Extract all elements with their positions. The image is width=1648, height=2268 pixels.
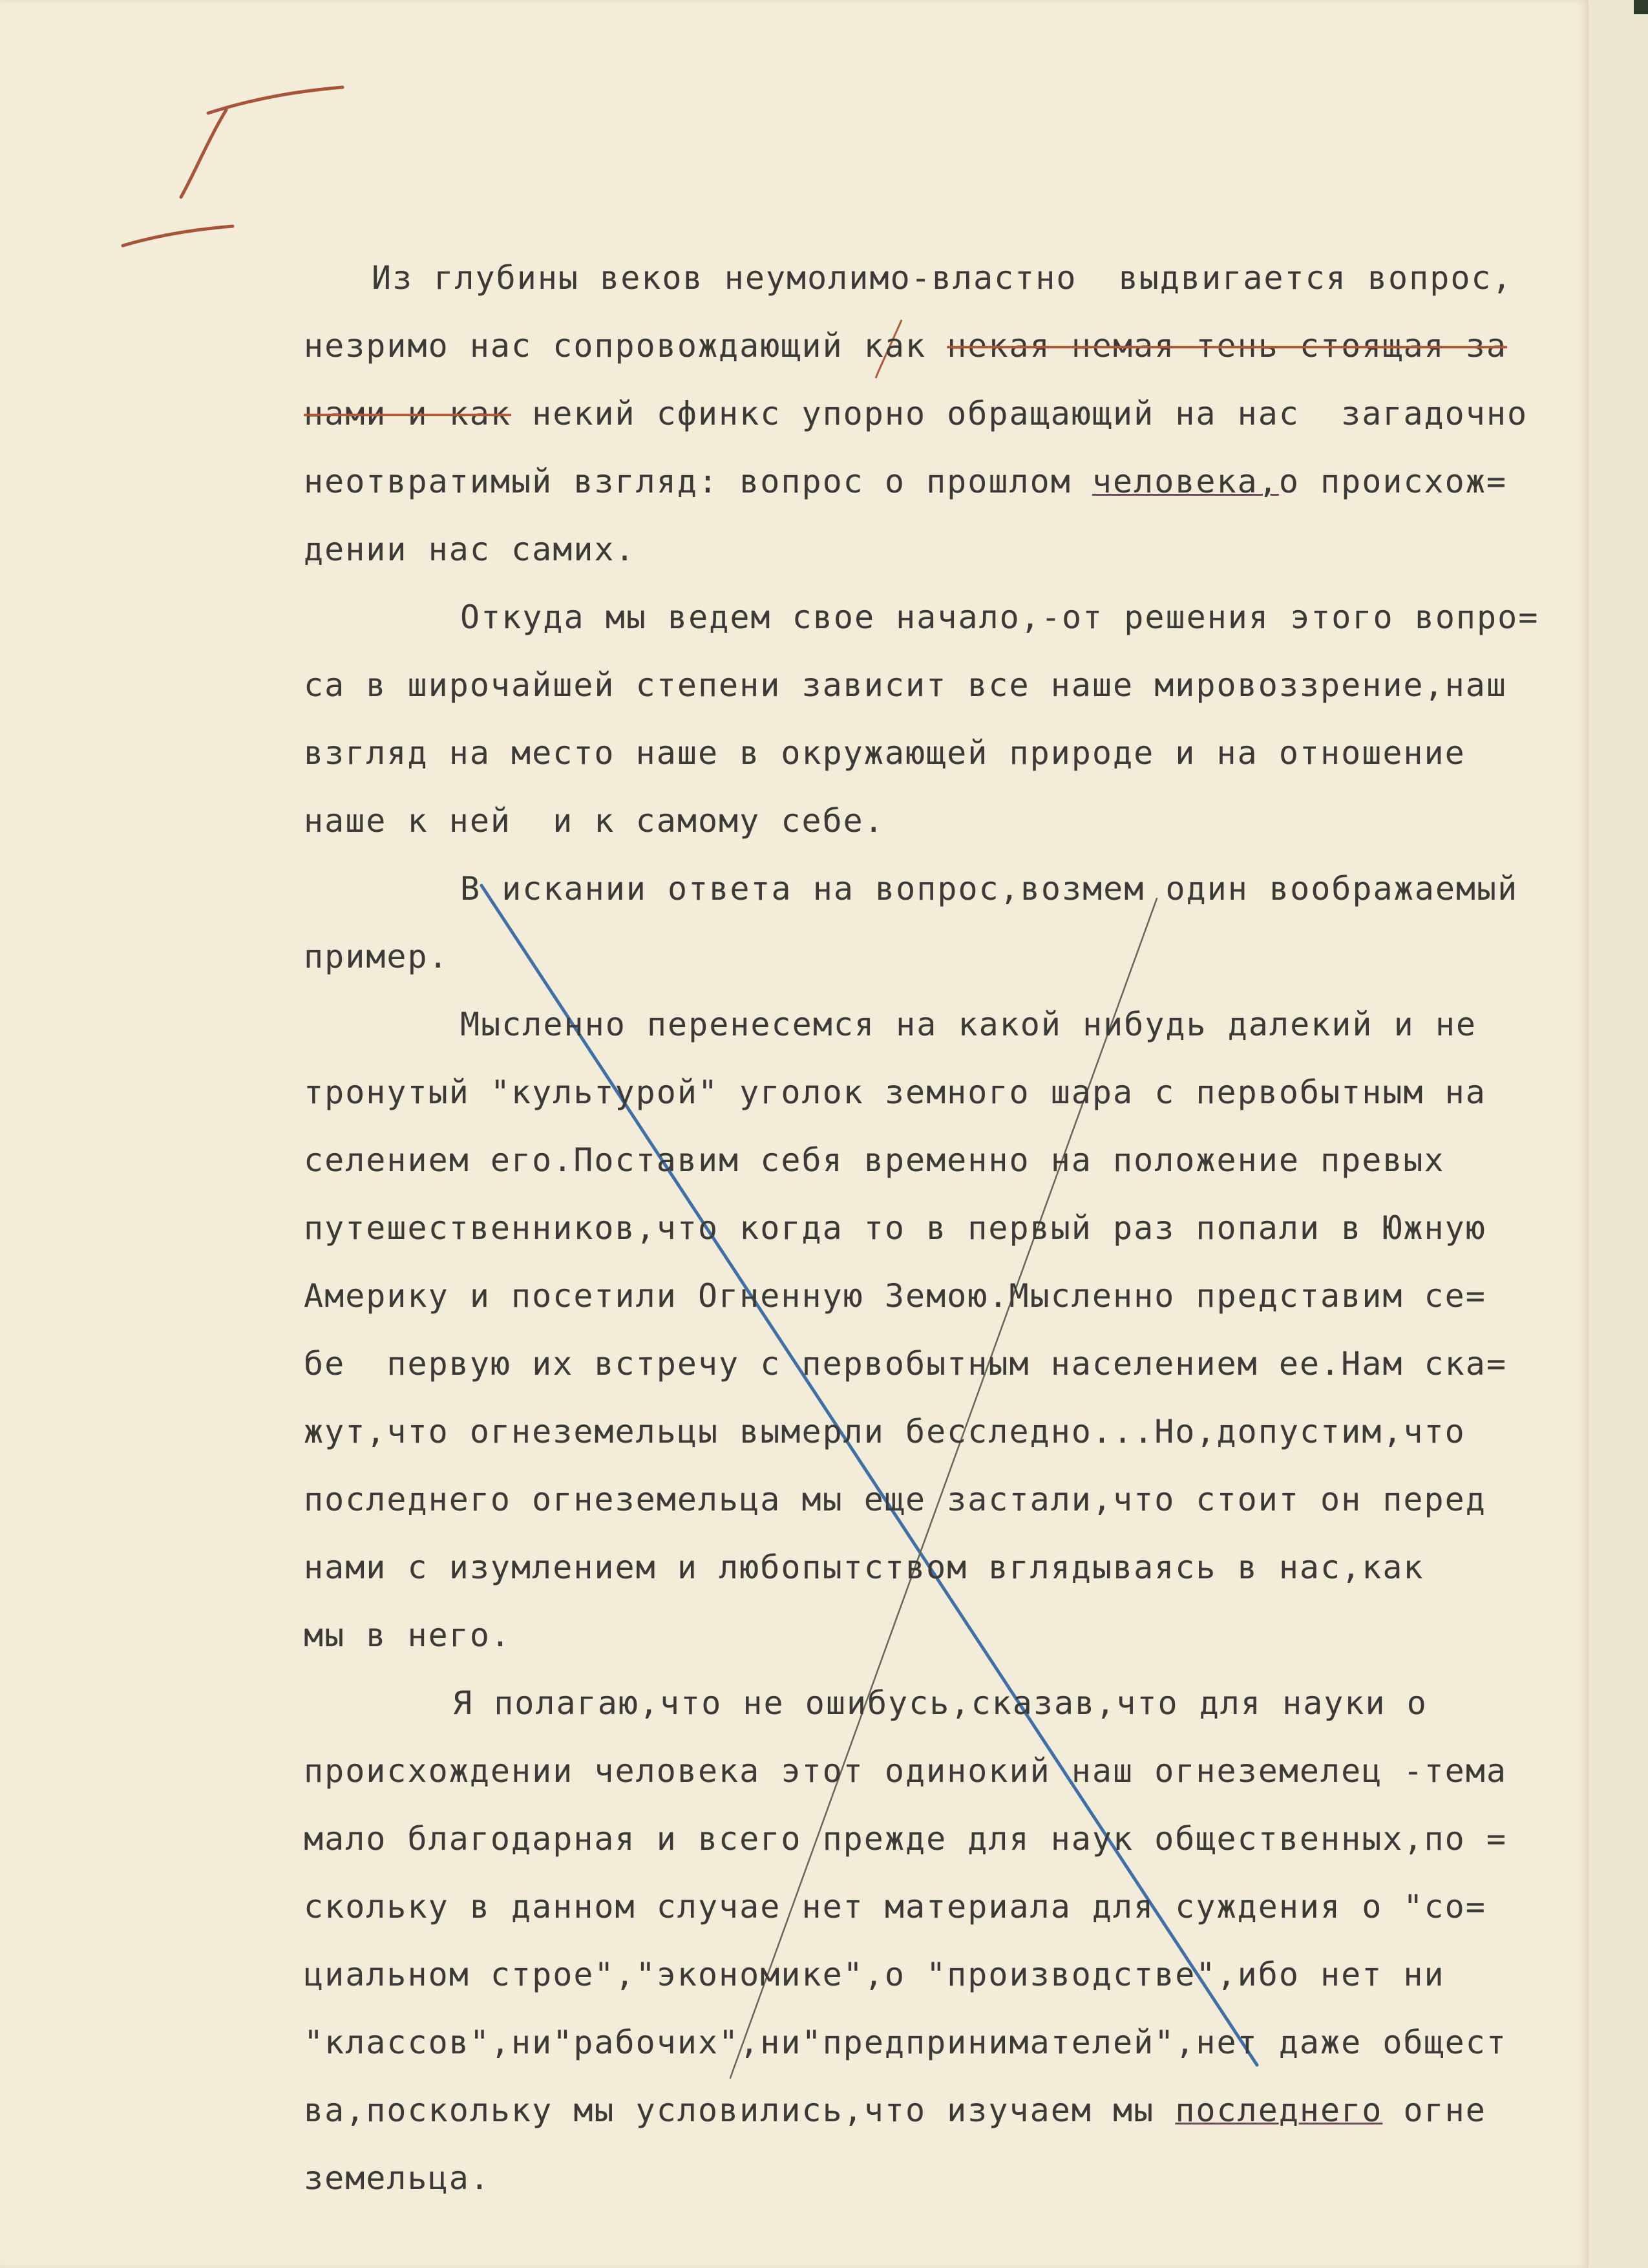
- text-line-2: [304, 327, 1507, 365]
- underlined-text: последнего: [1175, 2092, 1383, 2129]
- text-line-28-part: ва,поскольку мы условились,что изучаем мы: [304, 2092, 1176, 2129]
- struck-text: некая немая тень стоящая за: [947, 327, 1507, 365]
- text-line-4-part: о происхож=: [1278, 463, 1507, 500]
- text-line-26: циальном строе","экономике",о "производстве",ибо нет ни: [304, 1956, 1445, 1993]
- struck-text: нами и как: [304, 395, 512, 432]
- text-line-14: селением его.Поставим себя временно на положение превых: [304, 1141, 1445, 1179]
- text-line-16: Америку и посетили Огненную Земою.Мысленно представим се=: [304, 1277, 1486, 1315]
- text-line-29: земельца.: [304, 2159, 491, 2197]
- text-line-4: [304, 465, 1507, 498]
- text-line-22: Я полагаю,что не ошибусь,сказав,что для науки о: [452, 1684, 1428, 1722]
- text-line-5: дении нас самих.: [304, 531, 636, 568]
- text-line-12: Мысленно перенесемся на какой нибудь далекий и не: [460, 1006, 1477, 1043]
- text-line-25: скольку в данном случае нет материала для суждения о "со=: [304, 1888, 1486, 1925]
- text-line-4-part: неотвратимый взгляд: вопрос о прошлом: [304, 463, 1092, 500]
- text-line-8: взгляд на место наше в окружающей природе и на отношение: [304, 734, 1466, 772]
- text-line-2-part: незримо нас сопровождающий как: [304, 327, 947, 365]
- text-line-3: [304, 397, 1528, 430]
- text-line-28: [304, 2092, 1486, 2129]
- text-line-27: "классов",ни"рабочих",ни"предпринимателей",нет даже общест: [304, 2024, 1507, 2061]
- text-line-19: последнего огнеземельца мы еще застали,что стоит он перед: [304, 1481, 1486, 1518]
- underlined-text: человека,: [1092, 463, 1279, 500]
- text-line-1: Из глубины веков неумолимо-властно выдвигается вопрос,: [372, 259, 1513, 297]
- text-line-7: са в широчайшей степени зависит все наше мировоззрение,наш: [304, 666, 1507, 704]
- text-line-13: тронутый "культурой" уголок земного шара с первобытным на: [304, 1074, 1486, 1111]
- text-line-24: мало благодарная и всего прежде для наук общественных,по =: [304, 1820, 1507, 1858]
- text-line-28-part: огне: [1382, 2092, 1486, 2129]
- text-line-21: мы в него.: [304, 1616, 512, 1654]
- text-line-23: происхождении человека этот одинокий наш огнеземелец -тема: [304, 1752, 1507, 1790]
- text-line-18: жут,что огнеземельцы вымерли бесследно...Но,допустим,что: [304, 1413, 1466, 1450]
- text-line-9: наше к ней и к самому себе.: [304, 802, 885, 840]
- text-line-17: бе первую их встречу с первобытным населением ее.Нам ска=: [304, 1345, 1507, 1383]
- text-line-15: путешественников,что когда то в первый раз попали в Южную: [304, 1209, 1486, 1247]
- text-line-10: В искании ответа на вопрос,возмем один воображаемый: [460, 870, 1519, 907]
- text-line-3-part: некий сфинкс упорно обращающий на нас загадочно: [511, 395, 1528, 432]
- text-line-6: Откуда мы ведем свое начало,-от решения этого вопро=: [460, 599, 1539, 636]
- text-line-20: нами с изумлением и любопытством вглядываясь в нас,как: [304, 1549, 1424, 1586]
- text-line-11: пример.: [304, 938, 449, 975]
- page-marker-glyph: [123, 87, 343, 246]
